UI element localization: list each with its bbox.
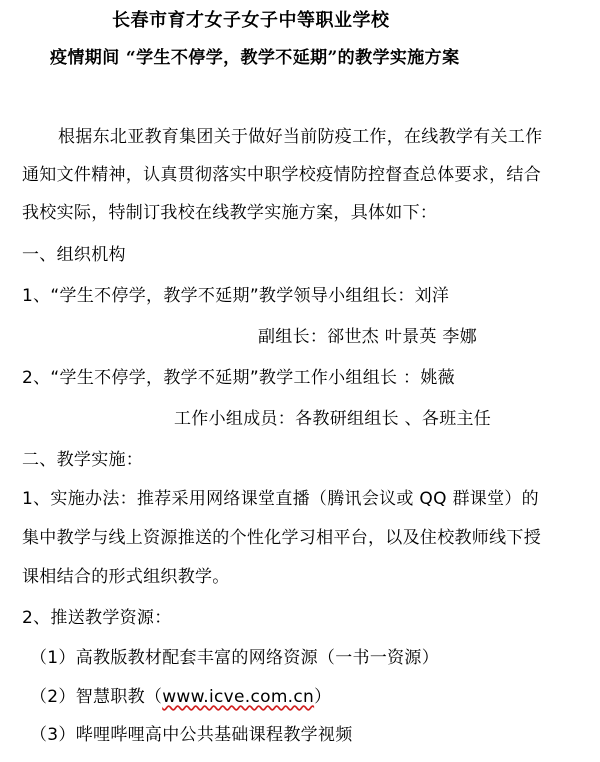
leadership-group-deputies: 副组长：郤世杰 叶景英 李娜 [258, 327, 478, 347]
method-line-1: 1、实施办法：推荐采用网络课堂直播（腾讯会议或 QQ 群课堂）的 [22, 489, 539, 509]
resource-link-icve[interactable]: www.icve.com.cn [162, 687, 315, 707]
section-heading-organization: 一、组织机构 [22, 245, 126, 265]
resource-item-2-prefix: （2）智慧职教（ [30, 687, 163, 707]
document-subtitle: 疫情期间 “学生不停学，教学不延期”的教学实施方案 [50, 48, 460, 68]
work-group-members: 工作小组成员：各教研组组长 、各班主任 [174, 409, 492, 429]
method-line-2: 集中教学与线上资源推送的个性化学习相平台，以及住校教师线下授 [22, 528, 541, 548]
resource-item-1: （1）高教版教材配套丰富的网络资源（一书一资源） [30, 648, 440, 668]
intro-line-3: 我校实际，特制订我校在线教学实施方案，具体如下： [22, 203, 438, 223]
work-group-leader: 2、“学生不停学，教学不延期”教学工作小组组长 ：姚薇 [22, 368, 455, 388]
leadership-group-leader: 1、“学生不停学，教学不延期”教学领导小组组长：刘洋 [22, 286, 450, 306]
resources-heading: 2、推送教学资源： [22, 608, 172, 628]
document-title: 长春市育才女子女子中等职业学校 [112, 10, 390, 31]
intro-line-2: 通知文件精神，认真贯彻落实中职学校疫情防控督查总体要求，结合 [22, 165, 541, 185]
resource-item-3: （3）哔哩哔哩高中公共基础课程教学视频 [30, 725, 353, 745]
section-heading-teaching: 二、教学实施： [22, 450, 144, 470]
method-line-3: 课相结合的形式组织教学。 [22, 567, 230, 587]
resource-item-2 [30, 686, 331, 708]
resource-item-2-suffix: ） [314, 687, 332, 707]
intro-line-1: 根据东北亚教育集团关于做好当前防疫工作，在线教学有关工作 [58, 127, 543, 147]
